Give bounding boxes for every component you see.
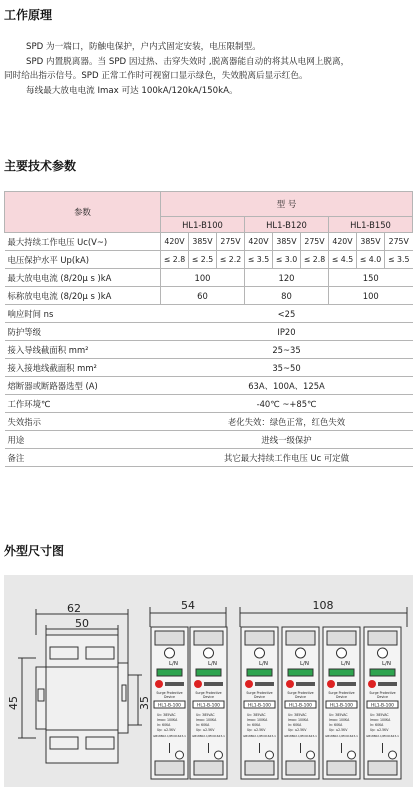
module-desc: Device — [295, 695, 306, 699]
ground-icon — [348, 751, 356, 759]
brand-mark — [378, 682, 397, 686]
brand-mark — [204, 682, 223, 686]
row-env — [5, 395, 413, 413]
paragraph-1: SPD 为一端口，防触电保护，户内式固定安装，电压限制型。 — [26, 42, 261, 52]
cell: 100 — [329, 287, 413, 305]
cell: ≤ 3.5 — [385, 251, 413, 269]
screw-icon — [165, 648, 175, 658]
row-uc — [5, 233, 413, 251]
row-imax — [5, 269, 413, 287]
module-spec: Imax: 100KA — [196, 718, 217, 722]
module-standard: GB18802.1/IEC61643-1 — [325, 734, 358, 738]
module-spec: Up: ≤2.5KV — [157, 728, 176, 732]
ground-icon — [176, 751, 184, 759]
cell: 385V — [189, 233, 217, 251]
row-fuse — [5, 377, 413, 395]
module-ln-label: L/N — [168, 661, 179, 667]
section-title-working-principle: 工作原理 — [4, 8, 53, 22]
cell: ≤ 2.5 — [189, 251, 217, 269]
cell: 275V — [301, 233, 329, 251]
row-ip — [5, 323, 413, 341]
module-spec: In: 60KA — [288, 723, 302, 727]
module-desc: Surge Protective — [156, 691, 183, 695]
row-label: 失效指示 — [5, 413, 161, 431]
row-use — [5, 431, 413, 449]
module-desc: Device — [164, 695, 175, 699]
module-spec: In: 60KA — [370, 723, 384, 727]
module-model: HL1-B-100 — [197, 703, 220, 709]
module-model: HL1-B-100 — [289, 703, 312, 709]
module-spec: Imax: 100KA — [370, 718, 391, 722]
screw-icon — [337, 648, 347, 658]
logo-icon — [194, 680, 202, 688]
brand-mark — [337, 682, 356, 686]
module-spec: Uc: 385VAC — [288, 713, 307, 717]
screw-icon — [296, 648, 306, 658]
module-spec: In: 60KA — [247, 723, 261, 727]
module-spec: Up: ≤2.5KV — [288, 728, 307, 732]
module-desc: Device — [377, 695, 388, 699]
module-model: HL1-B-100 — [158, 703, 181, 709]
ground-icon — [266, 751, 274, 759]
screw-icon — [255, 648, 265, 658]
spd-module — [241, 627, 278, 779]
row-label: 响应时间 ns — [5, 305, 161, 323]
cell: 420V — [161, 233, 189, 251]
module-model: HL1-B-100 — [330, 703, 353, 709]
spd-modules — [151, 627, 401, 779]
cell: 100 — [161, 269, 245, 287]
logo-icon — [155, 680, 163, 688]
logo-icon — [368, 680, 376, 688]
working-principle-text — [4, 40, 411, 98]
cell: ≤ 3.5 — [245, 251, 273, 269]
module-standard: GB18802.1/IEC61643-1 — [243, 734, 276, 738]
cell: ≤ 2.8 — [301, 251, 329, 269]
module-spec: Up: ≤2.5KV — [247, 728, 266, 732]
row-fail — [5, 413, 413, 431]
cell: ≤ 2.2 — [217, 251, 245, 269]
cell: 385V — [357, 233, 385, 251]
module-desc: Surge Protective — [369, 691, 396, 695]
cell: 进线一级保护 — [161, 431, 413, 449]
section-title-specs: 主要技术参数 — [4, 159, 77, 173]
dim-54: 54 — [181, 599, 195, 612]
paragraph-2b: 同时给出指示信号。SPD 正常工作时可视窗口显示绿色，失效脱离后显示红色。 — [4, 71, 308, 81]
cell: 275V — [217, 233, 245, 251]
row-label: 熔断器或断路器选型 (A) — [5, 377, 161, 395]
module-spec: Up: ≤2.5KV — [196, 728, 215, 732]
module-desc: Device — [336, 695, 347, 699]
module-spec: Up: ≤2.5KV — [370, 728, 389, 732]
model-b120: HL1-B120 — [245, 217, 329, 233]
module-spec: Uc: 385VAC — [370, 713, 389, 717]
row-label: 最大放电电流 (8/20μ s )kA — [5, 269, 161, 287]
module-desc: Device — [254, 695, 265, 699]
row-label: 最大持续工作电压 Uc(V~) — [5, 233, 161, 251]
module-spec: Imax: 100KA — [329, 718, 350, 722]
cell: ≤ 2.8 — [161, 251, 189, 269]
status-window — [288, 669, 313, 676]
module-desc: Surge Protective — [246, 691, 273, 695]
spec-table — [4, 191, 413, 467]
dim-62: 62 — [67, 602, 81, 615]
logo-icon — [245, 680, 253, 688]
module-spec: Uc: 385VAC — [157, 713, 176, 717]
cell: ≤ 4.0 — [357, 251, 385, 269]
cell: 25~35 — [161, 341, 413, 359]
module-standard: GB18802.1/IEC61643-1 — [153, 734, 186, 738]
module-spec: Up: ≤2.5KV — [329, 728, 348, 732]
module-spec: Uc: 385VAC — [247, 713, 266, 717]
side-view — [18, 609, 142, 763]
row-label: 用途 — [5, 431, 161, 449]
cell: 其它最大持续工作电压 Uc 可定做 — [161, 449, 413, 467]
cell: 80 — [245, 287, 329, 305]
screw-icon — [204, 648, 214, 658]
module-spec: Uc: 385VAC — [329, 713, 348, 717]
brand-mark — [255, 682, 274, 686]
module-spec: Imax: 100KA — [247, 718, 268, 722]
header-model: 型 号 — [161, 192, 413, 217]
cell: 420V — [245, 233, 273, 251]
status-window — [247, 669, 272, 676]
dim-35: 35 — [138, 696, 151, 710]
row-ground — [5, 359, 413, 377]
dimension-drawing — [4, 575, 413, 787]
module-ln-label: L/N — [207, 661, 218, 667]
cell: <25 — [161, 305, 413, 323]
cell: ≤ 4.5 — [329, 251, 357, 269]
row-label: 接入接地线截面积 mm² — [5, 359, 161, 377]
row-label: 防护等级 — [5, 323, 161, 341]
module-desc: Device — [203, 695, 214, 699]
cell: 420V — [329, 233, 357, 251]
module-ln-label: L/N — [258, 661, 269, 667]
status-window — [329, 669, 354, 676]
row-label: 标称放电电流 (8/20μ s )kA — [5, 287, 161, 305]
row-label: 备注 — [5, 449, 161, 467]
row-response — [5, 305, 413, 323]
ground-icon — [307, 751, 315, 759]
cell: 老化失效：绿色正常，红色失效 — [161, 413, 413, 431]
ground-icon — [215, 751, 223, 759]
cell: 385V — [273, 233, 301, 251]
brand-mark — [165, 682, 184, 686]
dim-45: 45 — [7, 696, 20, 710]
row-up — [5, 251, 413, 269]
spd-module — [190, 627, 227, 779]
module-standard: GB18802.1/IEC61643-1 — [284, 734, 317, 738]
logo-icon — [286, 680, 294, 688]
spd-module — [282, 627, 319, 779]
module-ln-label: L/N — [340, 661, 351, 667]
cell: 150 — [329, 269, 413, 287]
header-param: 参数 — [5, 192, 161, 233]
status-window — [157, 669, 182, 676]
row-wire — [5, 341, 413, 359]
module-spec: Imax: 100KA — [288, 718, 309, 722]
status-window — [196, 669, 221, 676]
module-spec: In: 60KA — [196, 723, 210, 727]
module-desc: Surge Protective — [195, 691, 222, 695]
row-in — [5, 287, 413, 305]
brand-mark — [296, 682, 315, 686]
cell: 63A、100A、125A — [161, 377, 413, 395]
module-spec: Uc: 385VAC — [196, 713, 215, 717]
spd-module — [151, 627, 188, 779]
logo-icon — [327, 680, 335, 688]
row-label: 工作环境℃ — [5, 395, 161, 413]
module-standard: GB18802.1/IEC61643-1 — [192, 734, 225, 738]
section-title-dimensions: 外型尺寸图 — [4, 544, 65, 558]
cell: 120 — [245, 269, 329, 287]
module-ln-label: L/N — [299, 661, 310, 667]
module-ln-label: L/N — [381, 661, 392, 667]
module-standard: GB18802.1/IEC61643-1 — [366, 734, 399, 738]
row-label: 接入导线截面积 mm² — [5, 341, 161, 359]
module-desc: Surge Protective — [328, 691, 355, 695]
model-b100: HL1-B100 — [161, 217, 245, 233]
cell: 60 — [161, 287, 245, 305]
spd-module — [323, 627, 360, 779]
paragraph-3: 每线最大放电电流 Imax 可达 100kA/120kA/150kA。 — [26, 85, 238, 96]
module-spec: In: 60KA — [157, 723, 171, 727]
cell: ≤ 3.0 — [273, 251, 301, 269]
module-spec: Imax: 100KA — [157, 718, 178, 722]
row-label: 电压保护水平 Up(kA) — [5, 251, 161, 269]
cell: 275V — [385, 233, 413, 251]
module-model: HL1-B-100 — [248, 703, 271, 709]
ground-icon — [389, 751, 397, 759]
model-b150: HL1-B150 — [329, 217, 413, 233]
cell: IP20 — [161, 323, 413, 341]
module-desc: Surge Protective — [287, 691, 314, 695]
dim-50: 50 — [75, 617, 89, 630]
module-spec: In: 60KA — [329, 723, 343, 727]
module-model: HL1-B-100 — [371, 703, 394, 709]
cell: 35~50 — [161, 359, 413, 377]
paragraph-2a: SPD 内置脱离器。当 SPD 因过热、击穿失效时 ,脱离器能自动的将其从电网上脱离， — [26, 56, 350, 67]
spd-module — [364, 627, 401, 779]
dim-108: 108 — [312, 599, 334, 612]
row-note — [5, 449, 413, 467]
status-window — [370, 669, 395, 676]
screw-icon — [378, 648, 388, 658]
cell: -40℃ ~+85℃ — [161, 395, 413, 413]
